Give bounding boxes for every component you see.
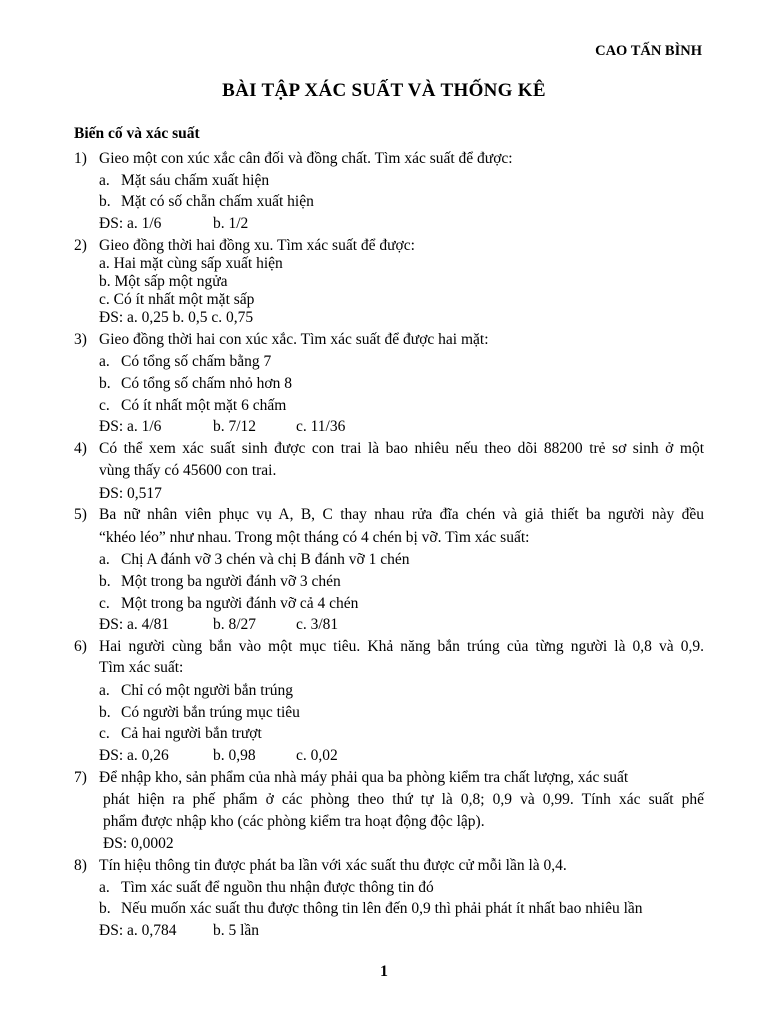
problem-question: Để nhập kho, sản phẩm của nhà máy phải qua ba phòng kiểm tra chất lượng, xác suất <box>99 769 629 786</box>
option-label: c. <box>99 725 110 742</box>
answer: b. 7/12 <box>213 418 257 435</box>
option-label: b. <box>99 573 111 590</box>
option-text: Chị A đánh vỡ 3 chén và chị B đánh vỡ 1 chén <box>121 551 410 568</box>
option-label: a. <box>99 551 110 568</box>
option-text: Có tổng số chấm bằng 7 <box>121 353 272 370</box>
option-label: a. <box>99 353 110 370</box>
section-heading: Biến cố và xác suất <box>74 125 200 142</box>
problem-question: phát hiện ra phế phẩm ở các phòng theo thứ tự là 0,8; 0,9 và 0,99. Tính xác suất phế <box>103 791 704 808</box>
problem-question: Gieo đồng thời hai đồng xu. Tìm xác suất để được: <box>99 237 415 254</box>
option-label: b. <box>99 704 111 721</box>
option-label: a. <box>99 879 110 896</box>
option-text: Chỉ có một người bắn trúng <box>121 682 294 699</box>
option-label: b. <box>99 375 111 392</box>
option-label: b. <box>99 193 111 210</box>
option-label: a. <box>99 682 110 699</box>
problem-number: 2) <box>74 237 87 254</box>
problem-question: Gieo đồng thời hai con xúc xắc. Tìm xác suất để được hai mặt: <box>99 331 489 348</box>
option-label: b. <box>99 900 111 917</box>
answer: c. 3/81 <box>296 616 339 633</box>
option-text: Một trong ba người đánh vỡ cả 4 chén <box>121 595 359 612</box>
answer: b. 1/2 <box>213 215 249 232</box>
option-text: Tìm xác suất để nguồn thu nhận được thông tin đó <box>121 879 434 896</box>
problem-number: 5) <box>74 506 87 523</box>
option-text: a. Hai mặt cùng sấp xuất hiện <box>99 255 283 272</box>
problem-question: vùng thấy có 45600 con trai. <box>99 462 277 479</box>
problem-question: Gieo một con xúc xắc cân đối và đồng chất. Tìm xác suất để được: <box>99 150 513 167</box>
problem-question: Tìm xác suất: <box>99 659 184 676</box>
problem-number: 8) <box>74 857 87 874</box>
problem-question: Ba nữ nhân viên phục vụ A, B, C thay nhau rửa đĩa chén và giả thiết ba người này đều <box>99 506 704 523</box>
answer: ĐS: a. 0,784 <box>99 922 177 939</box>
problem-number: 6) <box>74 638 87 655</box>
answer: b. 5 lần <box>213 922 260 939</box>
author-name: CAO TẤN BÌNH <box>595 43 702 59</box>
problem-number: 3) <box>74 331 87 348</box>
option-label: a. <box>99 172 110 189</box>
answer: c. 0,02 <box>296 747 338 764</box>
option-text: Mặt sáu chấm xuất hiện <box>121 172 270 189</box>
option-label: c. <box>99 595 110 612</box>
option-text: Có ít nhất một mặt 6 chấm <box>121 397 287 414</box>
answer: b. 8/27 <box>213 616 257 633</box>
answer: ĐS: a. 0,26 <box>99 747 169 764</box>
problem-number: 4) <box>74 440 87 457</box>
option-text: Có tổng số chấm nhỏ hơn 8 <box>121 375 292 392</box>
problem-number: 7) <box>74 769 87 786</box>
problem-question: Có thể xem xác suất sinh được con trai là bao nhiêu nếu theo dõi 88200 trẻ sơ sinh ở một <box>99 440 704 457</box>
answer: ĐS: a. 1/6 <box>99 215 162 232</box>
problem-question: “khéo léo” như nhau. Trong một tháng có 4 chén bị vỡ. Tìm xác suất: <box>99 529 530 546</box>
answer: ĐS: a. 4/81 <box>99 616 170 633</box>
option-text: Nếu muốn xác suất thu được thông tin lên đến 0,9 thì phải phát ít nhất bao nhiêu lần <box>121 900 643 917</box>
problem-question: phẩm được nhập kho (các phòng kiểm tra hoạt động độc lập). <box>103 813 485 830</box>
answer: ĐS: 0,517 <box>99 485 162 502</box>
problem-question: Hai người cùng bắn vào một mục tiêu. Khả năng bắn trúng của từng người là 0,8 và 0,9. <box>99 638 704 655</box>
answer: c. 11/36 <box>296 418 346 435</box>
answer: ĐS: a. 1/6 <box>99 418 162 435</box>
option-text: b. Một sấp một ngửa <box>99 273 228 290</box>
option-text: Một trong ba người đánh vỡ 3 chén <box>121 573 341 590</box>
problem-question: Tín hiệu thông tin được phát ba lần với xác suất thu được cử mỗi lần là 0,4. <box>99 857 567 874</box>
option-text: Cả hai người bắn trượt <box>121 725 262 742</box>
answer: ĐS: 0,0002 <box>103 835 174 852</box>
option-text: Mặt có số chẵn chấm xuất hiện <box>121 193 314 210</box>
option-text: c. Có ít nhất một mặt sấp <box>99 291 255 308</box>
option-label: c. <box>99 397 110 414</box>
answer: ĐS: a. 0,25 b. 0,5 c. 0,75 <box>99 309 254 326</box>
page-number: 1 <box>380 963 388 980</box>
option-text: Có người bắn trúng mục tiêu <box>121 704 300 721</box>
document-title: BÀI TẬP XÁC SUẤT VÀ THỐNG KÊ <box>222 80 546 101</box>
problem-number: 1) <box>74 150 87 167</box>
answer: b. 0,98 <box>213 747 256 764</box>
